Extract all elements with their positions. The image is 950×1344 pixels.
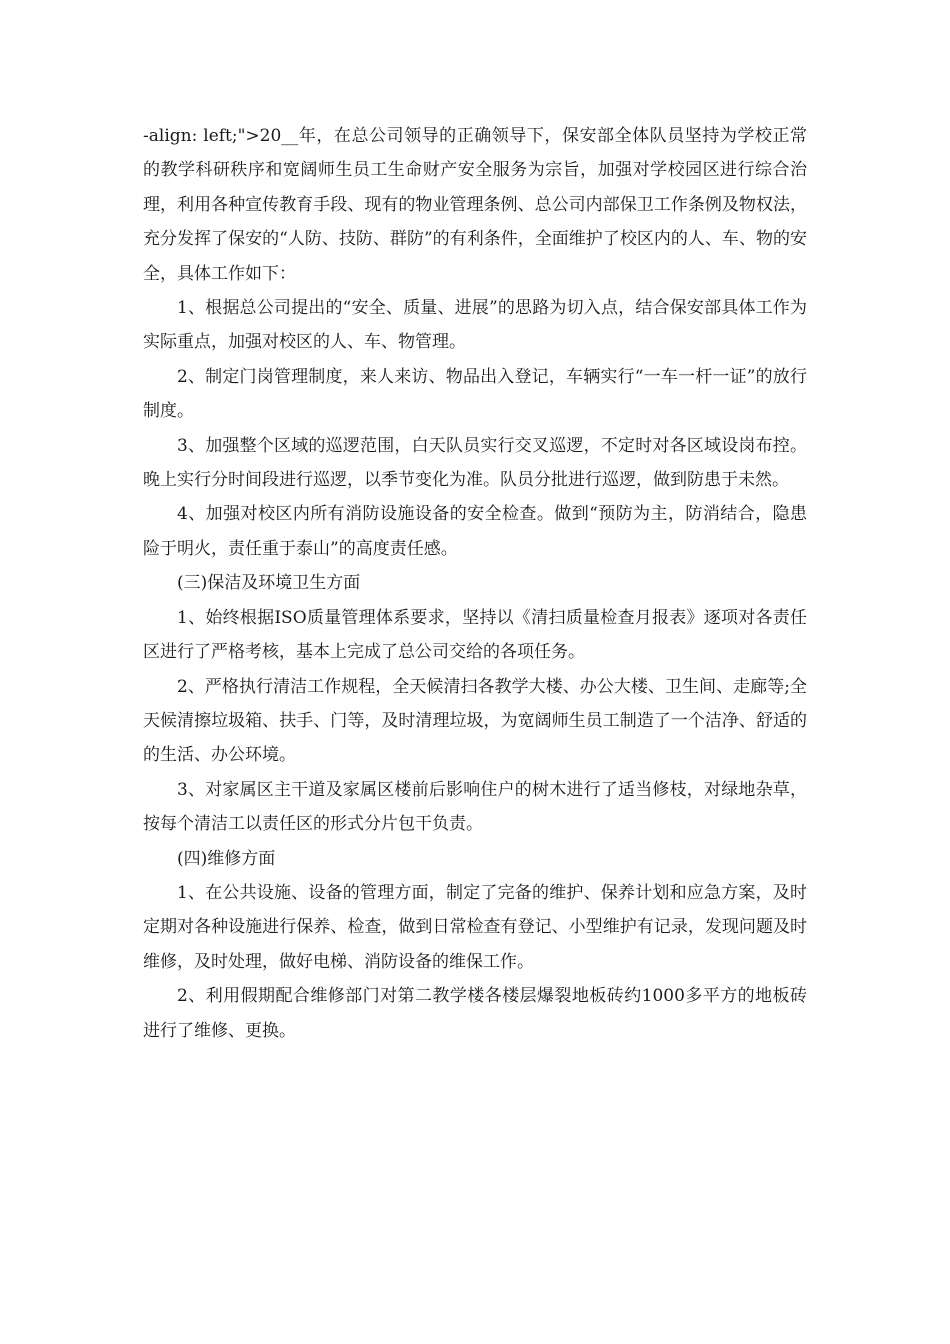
document-body [143,119,807,1048]
maintenance-item-1: 1、在公共设施、设备的管理方面，制定了完备的维护、保养计划和应急方案，及时定期对各种设施进行保养、检查，做到日常检查有登记、小型维护有记录，发现问题及时维修，及时处理，做好电梯、消防设备的维保工作。 [143,882,807,972]
security-item-1: 1、根据总公司提出的“安全、质量、进展”的思路为切入点，结合保安部具体工作为实际重点，加强对校区的人、车、物管理。 [143,298,807,353]
intro-paragraph: -align: left;">20__年，在总公司领导的正确领导下，保安部全体队员坚持为学校正常的教学科研秩序和宽阔师生员工生命财产安全服务为宗旨，加强对学校园区进行综合治理，利用各种宣传教育手段、现有的物业管理条例、总公司内部保卫工作条例及物权法，充分发挥了保安的“人防、技防、群防”的有利条件，全面维护了校区内的人、车、物的安全，具体工作如下： [143,126,807,284]
section-heading-maintenance: (四)维修方面 [177,848,276,869]
security-item-2: 2、制定门岗管理制度，来人来访、物品出入登记，车辆实行“一车一杆一证”的放行制度。 [143,366,807,422]
cleaning-item-3: 3、对家属区主干道及家属区楼前后影响住户的树木进行了适当修枝，对绿地杂草，按每个清洁工以责任区的形式分片包干负责。 [143,779,807,835]
security-item-4: 4、加强对校区内所有消防设施设备的安全检查。做到“预防为主，防消结合，隐患险于明火，责任重于泰山”的高度责任感。 [143,504,807,559]
section-heading-cleaning: (三)保洁及环境卫生方面 [177,573,361,594]
security-item-3: 3、加强整个区域的巡逻范围，白天队员实行交叉巡逻，不定时对各区域设岗布控。晚上实行分时间段进行巡逻，以季节变化为准。队员分批进行巡逻，做到防患于未然。 [143,435,807,491]
cleaning-item-1: 1、始终根据ISO质量管理体系要求，坚持以《清扫质量检查月报表》逐项对各责任区进行了严格考核，基本上完成了总公司交给的各项任务。 [143,607,807,663]
maintenance-item-2: 2、利用假期配合维修部门对第二教学楼各楼层爆裂地板砖约1000多平方的地板砖进行了维修、更换。 [143,986,807,1041]
cleaning-item-2: 2、严格执行清洁工作规程，全天候清扫各教学大楼、办公大楼、卫生间、走廊等;全天候清擦垃圾箱、扶手、门等，及时清理垃圾，为宽阔师生员工制造了一个洁净、舒适的的生活、办公环境。 [143,676,807,766]
